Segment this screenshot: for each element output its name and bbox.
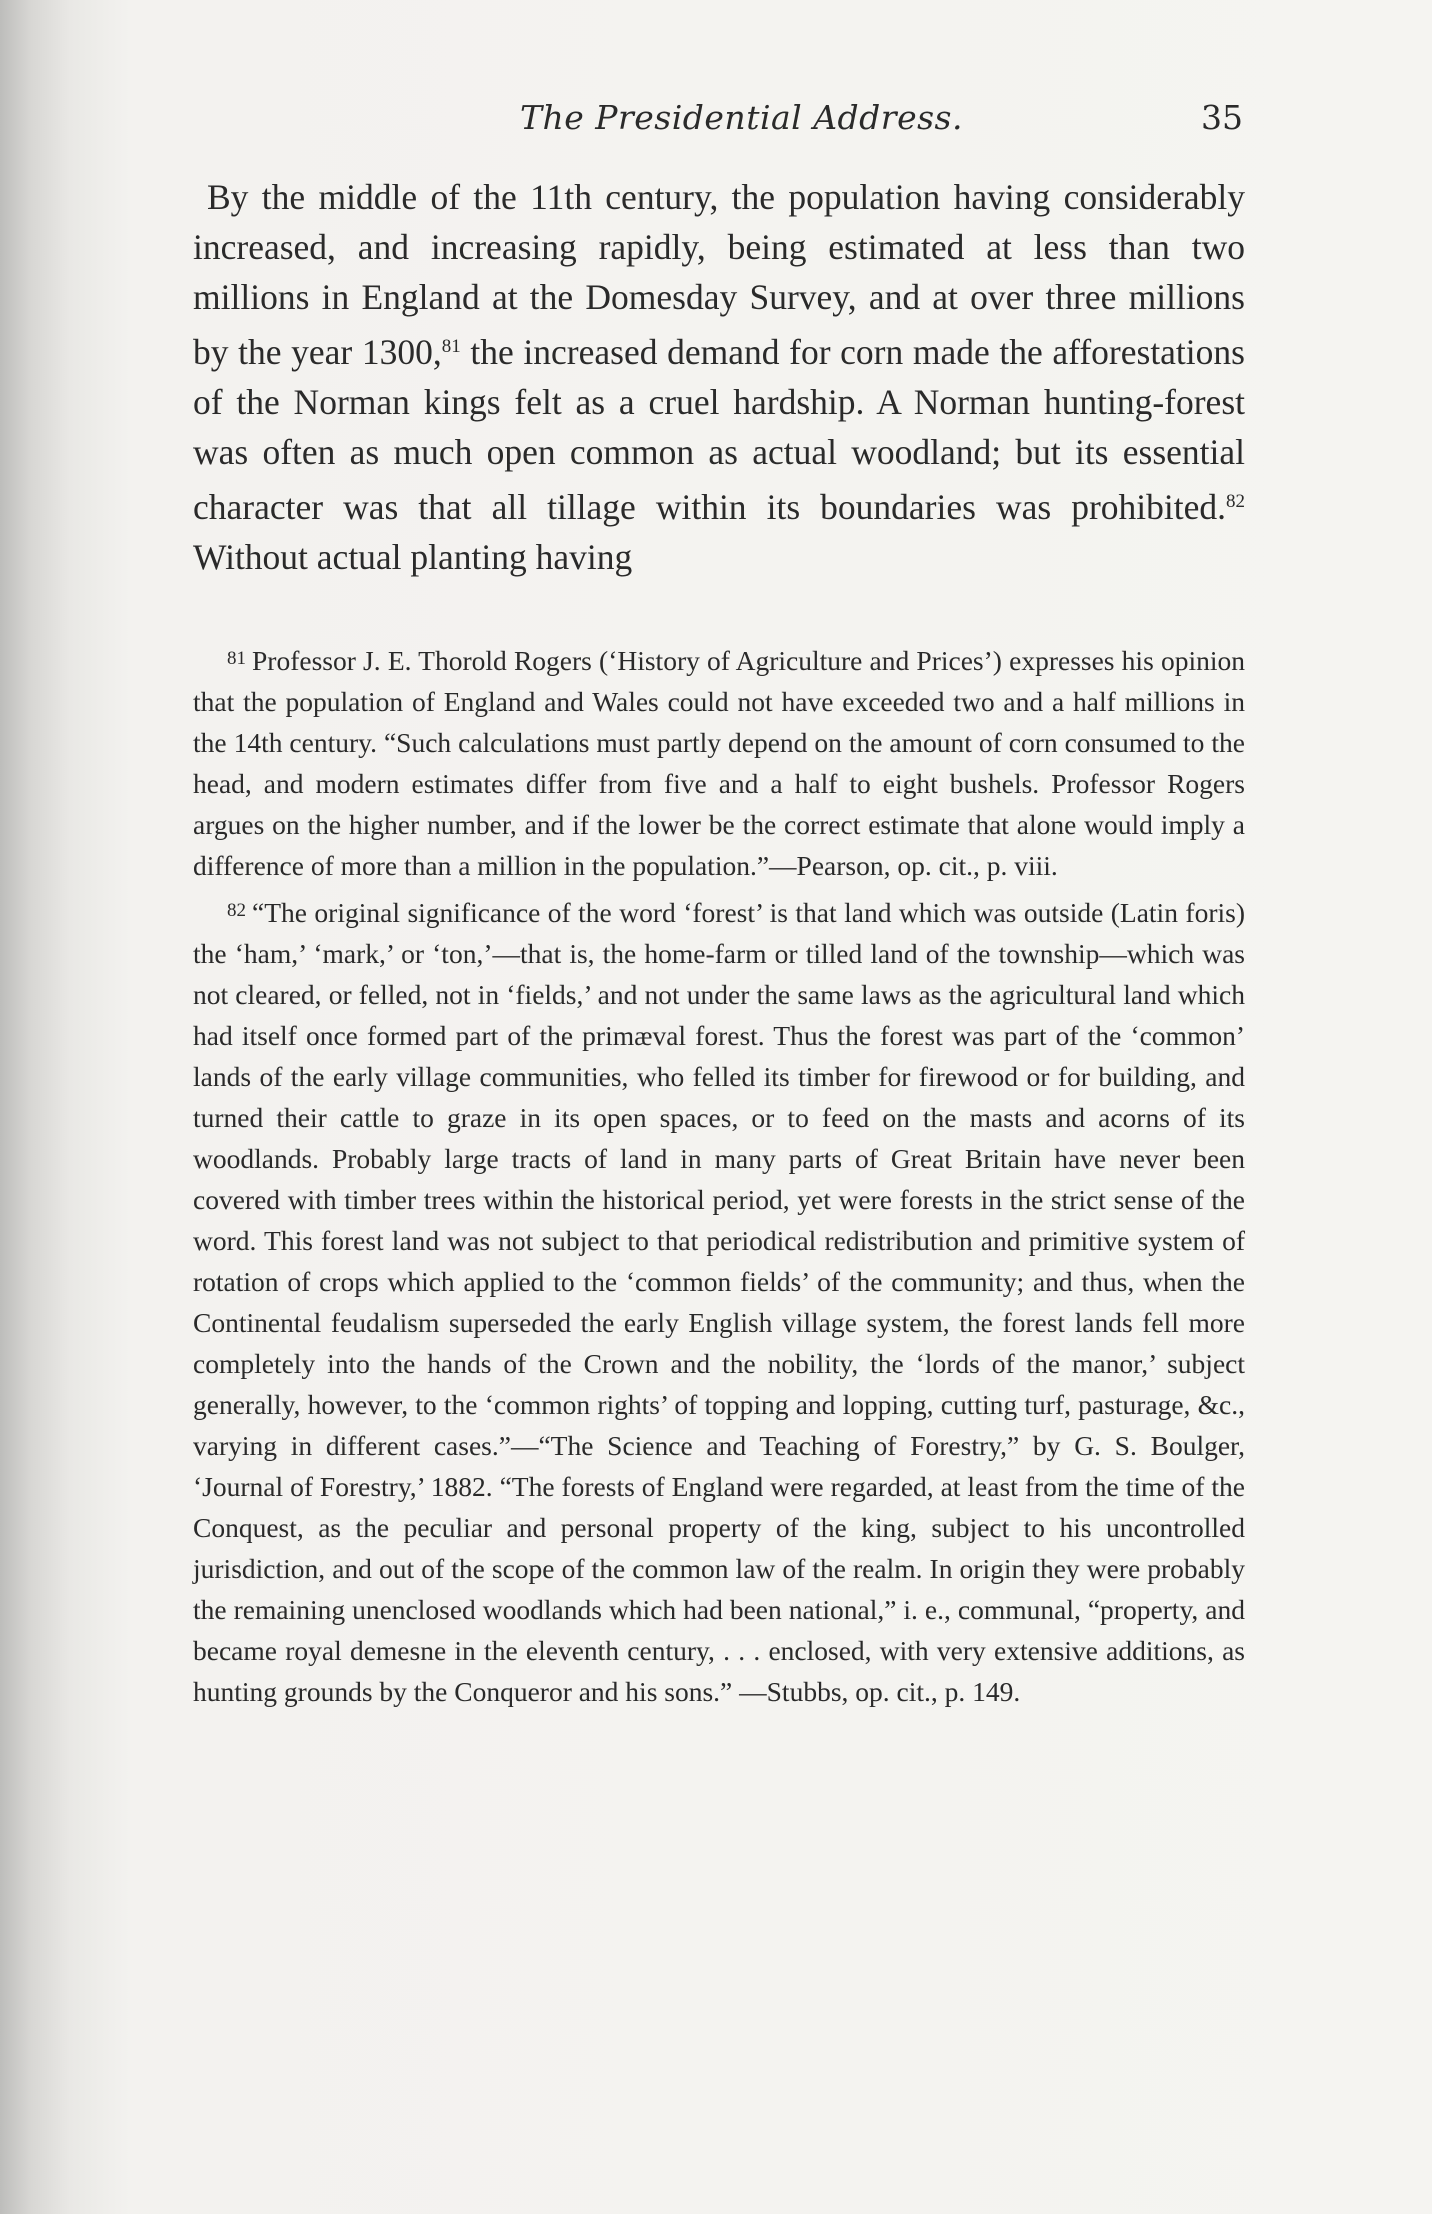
paragraph-text-1: By the middle of the 11th century, the population having considerably increased, and increasing rapidly, being estimated at less than two millions in England at the Domesday Survey, and at over three millions by the year 1300, [193, 177, 1245, 372]
page-number: 35 [1201, 98, 1243, 137]
footnote-ref-82: 82 [1226, 491, 1245, 512]
footnote-text: Professor J. E. Thorold Rogers (‘History of Agriculture and Prices’) expresses his opinion that the population of England and Wales could not have exceeded two and a half millions in the 14th century. “Such calculations must partly depend on the amount of corn consumed to the head, and modern estimates differ from five and a half to eight bushels. Professor Rogers argues on the higher number, and if the lower be the correct estimate that alone would imply a difference of more than a million in the population.”—Pearson, op. cit., p. viii. [193, 645, 1245, 881]
footnote-mark: 81 [227, 648, 246, 669]
running-title: The Presidential Address. [520, 98, 963, 137]
footnote-82 [193, 890, 1245, 1712]
paragraph-text-3: Without actual planting having [193, 537, 633, 577]
main-paragraph [193, 172, 1245, 582]
page-header [190, 98, 1243, 148]
footnote-ref-81: 81 [441, 336, 461, 357]
footnote-text: “The original significance of the word ‘forest’ is that land which was outside (Latin foris) the ‘ham,’ ‘mark,’ or ‘ton,’—that is, the home-farm or tilled land of the township—which was not cleared, or felled, not in ‘fields,’ and not under the same laws as the agricultural land which had itself once formed part of the primæval forest. Thus the forest was part of the ‘common’ lands of the early village communities, who felled its timber for firewood or for building, and turned their cattle to graze in its open spaces, or to feed on the masts and acorns of its woodlands. Probably large tracts of land in many parts of Great Britain have never been covered with timber trees within the historical period, yet were forests in the strict sense of the word. This forest land was not subject to that periodical redistribution and primitive system of rotation of crops which applied to the ‘common fields’ of the community; and thus, when the Continental feudalism superseded the early English village system, the forest lands fell more completely into the hands of the Crown and the nobility, the ‘lords of the manor,’ subject generally, however, to the ‘common rights’ of topping and lopping, cutting turf, pasturage, &c., varying in different cases.”—“The Science and Teaching of Forestry,” by G. S. Boulger, ‘Journal of Forestry,’ 1882. “The forests of England were regarded, at least from the time of the Conquest, as the peculiar and personal property of the king, subject to his uncontrolled jurisdiction, and out of the scope of the common law of the realm. In origin they were probably the remaining unenclosed woodlands which had been national,” i. e., communal, “property, and became royal demesne in the eleventh century, . . . enclosed, with very extensive additions, as hunting grounds by the Conqueror and his sons.” —Stubbs, op. cit., p. 149. [193, 897, 1245, 1707]
paragraph-text-2: the increased demand for corn made the afforestations of the Norman kings felt as a cruel hardship. A Norman hunting-forest was often as much open common as actual woodland; but its essential character was that all tillage within its boundaries was prohibited. [193, 332, 1245, 527]
footnote-81 [193, 638, 1245, 886]
footnotes [193, 638, 1245, 1716]
footnote-mark: 82 [227, 900, 246, 921]
